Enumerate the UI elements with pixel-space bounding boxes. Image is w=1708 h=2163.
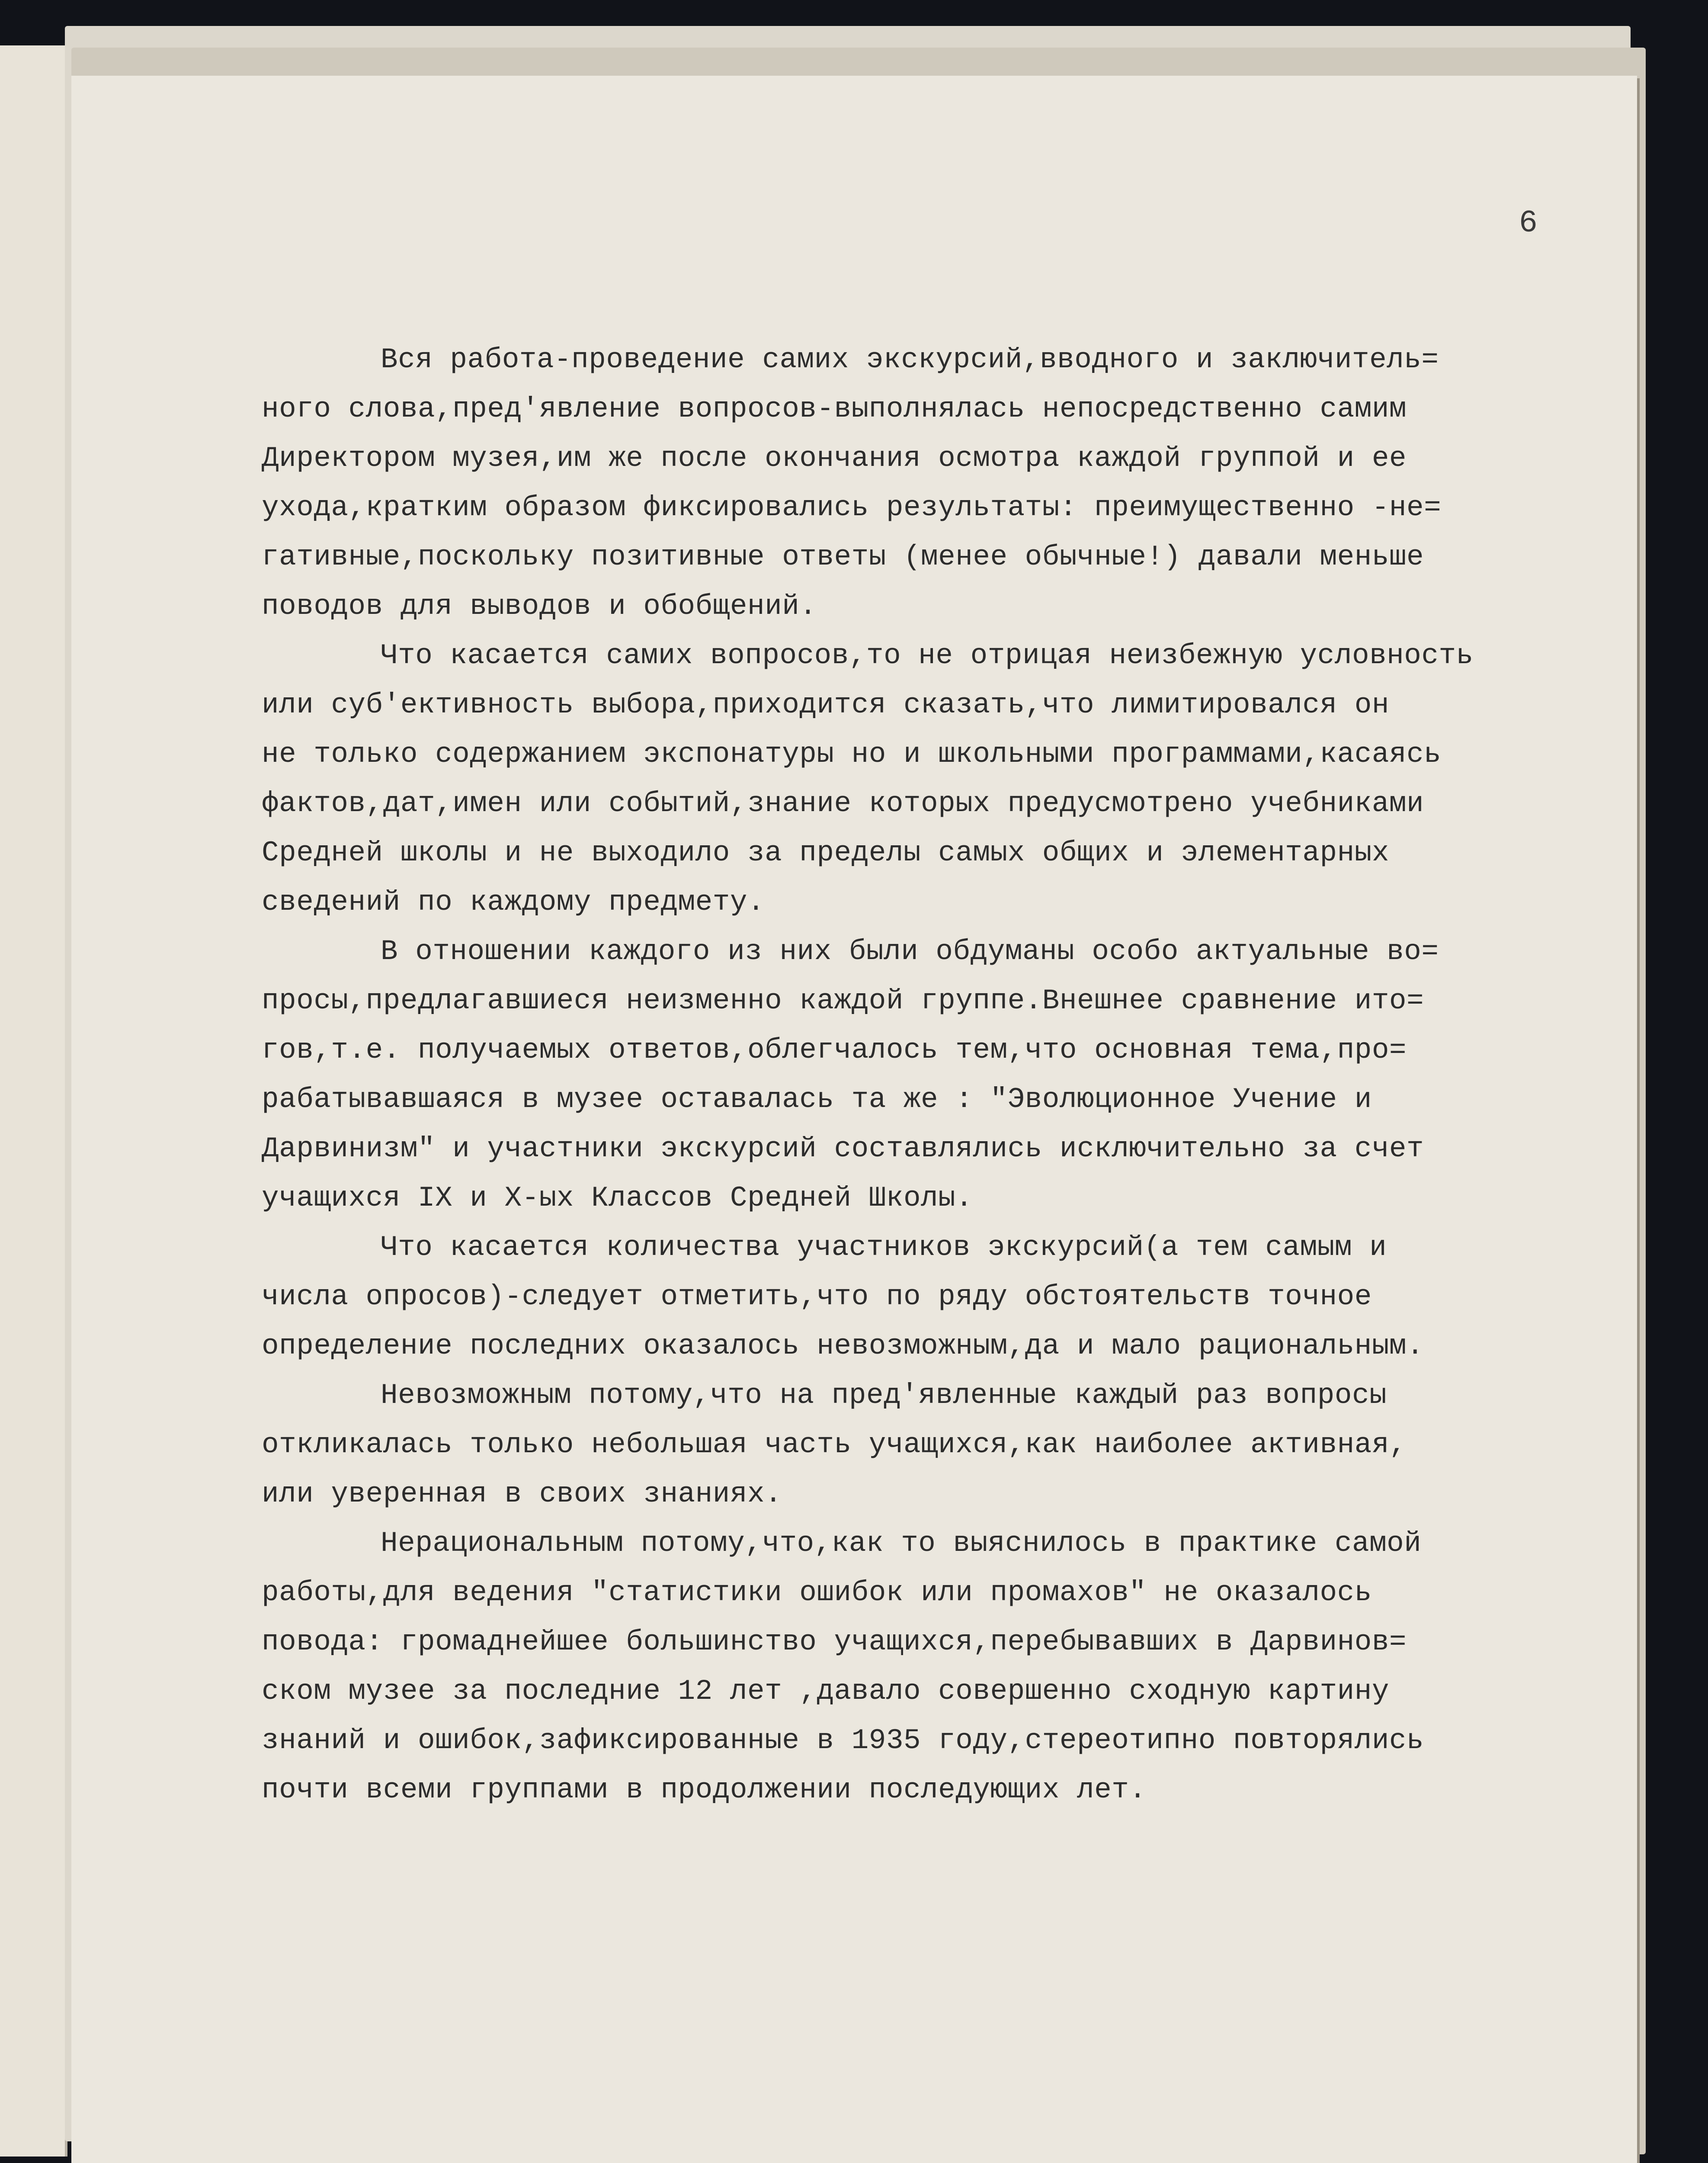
text-line: работы,для ведения "статистики ошибок или промахов" не оказалось (262, 1576, 1372, 1609)
text-line: рабатывавшаяся в музее оставалась та же : "Эволюционное Учение и (262, 1083, 1372, 1116)
text-line: сведений по каждому предмету. (262, 886, 765, 918)
paragraph-3 (262, 927, 1637, 1223)
text-line: знаний и ошибок,зафиксированные в 1935 году,стереотипно повторялись (262, 1724, 1424, 1757)
paragraph-4 (262, 1223, 1637, 1371)
text-line: Что касается самих вопросов,то не отрицая неизбежную условность (381, 639, 1474, 672)
typewritten-page (71, 76, 1637, 2163)
facing-page-edge (0, 45, 67, 2157)
text-line: учащихся IX и X-ых Классов Средней Школы. (262, 1182, 973, 1214)
text-line: Нерациональным потому,что,как то выяснилось в практике самой (381, 1527, 1422, 1560)
text-line: Вся работа-проведение самих экскурсий,вводного и заключитель= (381, 343, 1439, 376)
text-line: гативные,поскольку позитивные ответы (менее обычные!) давали меньше (262, 541, 1424, 573)
text-line: или суб'ективность выбора,приходится сказать,что лимитировался он (262, 689, 1389, 721)
text-line: ухода,кратким образом фиксировались результаты: преимущественно -не= (262, 491, 1442, 524)
text-line: гов,т.е. получаемых ответов,облегчалось тем,что основная тема,про= (262, 1034, 1407, 1066)
text-line: откликалась только небольшая часть учащихся,как наиболее активная, (262, 1428, 1407, 1461)
text-line: ском музее за последние 12 лет ,давало совершенно сходную картину (262, 1675, 1389, 1707)
text-line: не только содержанием экспонатуры но и школьными программами,касаясь (262, 738, 1442, 770)
body-text (262, 335, 1637, 1815)
text-line: поводов для выводов и обобщений. (262, 590, 817, 623)
paragraph-5 (262, 1371, 1637, 1519)
text-line: почти всеми группами в продолжении последующих лет. (262, 1774, 1147, 1806)
text-line: определение последних оказалось невозможным,да и мало рациональным. (262, 1330, 1424, 1362)
text-line: фактов,дат,имен или событий,знание которых предусмотрено учебниками (262, 787, 1424, 820)
text-line: ного слова,пред'явление вопросов-выполнялась непосредственно самим (262, 393, 1407, 425)
text-line: В отношении каждого из них были обдуманы особо актуальные во= (381, 935, 1439, 968)
text-line: просы,предлагавшиеся неизменно каждой группе.Внешнее сравнение ито= (262, 985, 1424, 1017)
text-line: или уверенная в своих знаниях. (262, 1478, 782, 1510)
paragraph-6 (262, 1519, 1637, 1815)
text-line: Средней школы и не выходило за пределы самых общих и элементарных (262, 837, 1389, 869)
text-line: Дарвинизм" и участники экскурсий составлялись исключительно за счет (262, 1133, 1424, 1165)
text-line: Что касается количества участников экскурсий(а тем самым и (381, 1231, 1387, 1264)
text-line: Директором музея,им же после окончания осмотра каждой группой и ее (262, 442, 1407, 475)
paragraph-1 (262, 335, 1637, 631)
paragraph-2 (262, 631, 1637, 927)
text-line: Невозможным потому,что на пред'явленные каждый раз вопросы (381, 1379, 1387, 1412)
text-line: числа опросов)-следует отметить,что по ряду обстоятельств точное (262, 1280, 1372, 1313)
page-number: 6 (1519, 205, 1538, 241)
text-line: повода: громаднейшее большинство учащихся,перебывавших в Дарвинов= (262, 1626, 1407, 1658)
